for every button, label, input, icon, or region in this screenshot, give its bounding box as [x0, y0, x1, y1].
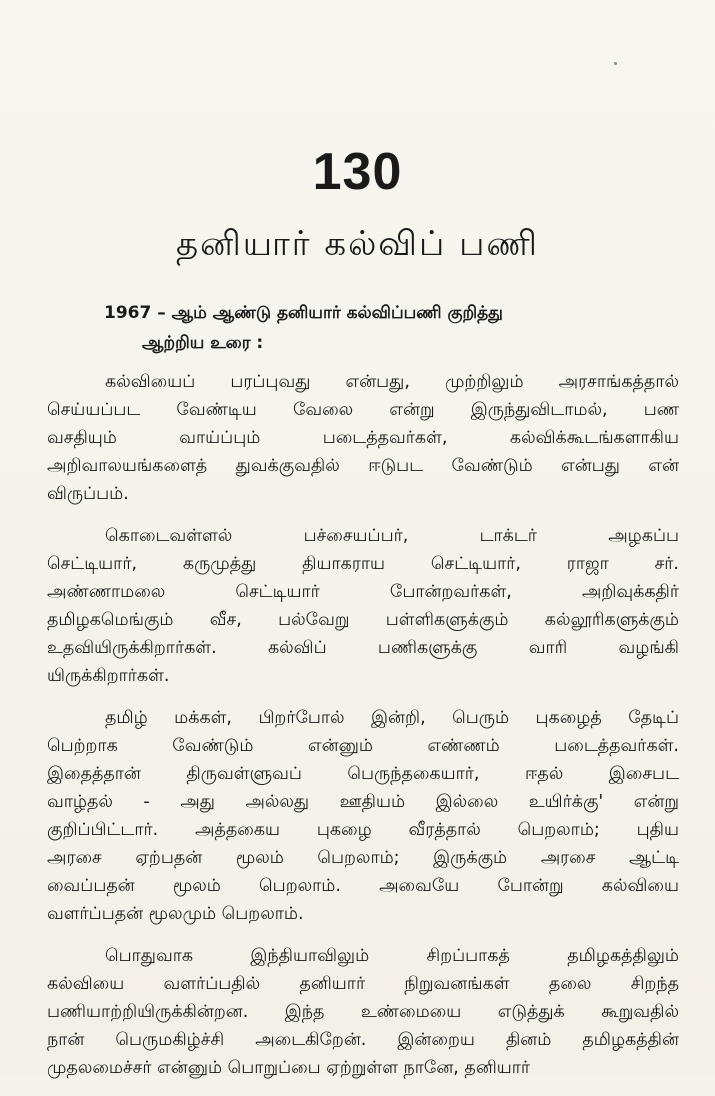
paragraph-line: குறிப்பிட்டார். அத்தகைய புகழை வீரத்தால் பெறலாம்; புதிய [47, 820, 679, 840]
paragraph-line: கல்வியைப் பரப்புவது என்பது, முற்றிலும் அரசாங்கத்தால் [105, 372, 679, 392]
paragraph-line: பொதுவாக இந்தியாவிலும் சிறப்பாகத் தமிழகத்திலும் [105, 946, 679, 966]
paragraph-line: நான் பெருமகிழ்ச்சி அடைகிறேன். இன்றைய தினம் தமிழகத்தின் [47, 1030, 679, 1050]
paragraph-line: வளர்ப்பதன் மூலமும் பெறலாம். [47, 904, 304, 924]
body-paragraph [47, 704, 679, 928]
paragraph-line: பெற்றாக வேண்டும் என்னும் எண்ணம் படைத்தவர்கள். [47, 736, 679, 756]
paragraph-line: முதலமைச்சர் என்னும் பொறுப்பை ஏற்றுள்ள நானே, தனியார் [47, 1058, 531, 1078]
chapter-number: 130 [312, 143, 403, 201]
speech-body [47, 368, 679, 1096]
paragraph-line: தமிழகமெங்கும் வீச, பல்வேறு பள்ளிகளுக்கும் கல்லூரிகளுக்கும் [47, 610, 679, 630]
paragraph-line: செட்டியார், கருமுத்து தியாகராய செட்டியார், ராஜா சர். [47, 554, 679, 574]
paragraph-line: யிருக்கிறார்கள். [47, 666, 170, 686]
paragraph-line: வசதியும் வாய்ப்பும் படைத்தவர்கள், கல்விக்கூடங்களாகிய [47, 428, 679, 448]
paragraph-line: இதைத்தான் திருவள்ளுவப் பெருந்தகையார், ஈதல் இசைபட [47, 764, 679, 784]
body-paragraph [47, 942, 679, 1082]
paragraph-line: அறிவாலயங்களைத் துவக்குவதில் ஈடுபட வேண்டும் என்பது என் [47, 456, 679, 476]
paragraph-line: கல்வியை வளர்ப்பதில் தனியார் நிறுவனங்கள் தலை சிறந்த [47, 974, 679, 994]
paragraph-line: அண்ணாமலை செட்டியார் போன்றவர்கள், அறிவுக்கதிர் [47, 582, 679, 602]
subtitle-line-1: 1967 – ஆம் ஆண்டு தனியார் கல்விப்பணி குறித்து [104, 303, 503, 323]
speech-subtitle [104, 298, 644, 358]
paragraph-line: தமிழ் மக்கள், பிறர்போல் இன்றி, பெரும் புகழைத் தேடிப் [105, 708, 679, 728]
subtitle-line-2: ஆற்றிய உரை : [142, 333, 264, 353]
paragraph-line: விருப்பம். [47, 484, 129, 504]
paragraph-line: வைப்பதன் மூலம் பெறலாம். அவையே போன்று கல்வியை [47, 876, 679, 896]
paragraph-line: செய்யப்பட வேண்டிய வேலை என்று இருந்துவிடாமல், பண [47, 400, 679, 420]
paragraph-line: அரசை ஏற்பதன் மூலம் பெறலாம்; இருக்கும் அரசை ஆட்டி [47, 848, 679, 868]
body-paragraph [47, 368, 679, 508]
paragraph-line: உதவியிருக்கிறார்கள். கல்விப் பணிகளுக்கு வாரி வழங்கி [47, 638, 679, 658]
paragraph-line: கொடைவள்ளல் பச்சையப்பர், டாக்டர் அழகப்ப [105, 526, 679, 546]
chapter-title: தனியார் கல்விப் பணி [176, 224, 539, 264]
paragraph-line: வாழ்தல் - அது அல்லது ஊதியம் இல்லை உயிர்க்கு' என்று [47, 792, 679, 812]
body-paragraph [47, 522, 679, 690]
page-speck [614, 62, 617, 65]
paragraph-line: பணியாற்றியிருக்கின்றன. இந்த உண்மையை எடுத்துக் கூறுவதில் [47, 1002, 679, 1022]
